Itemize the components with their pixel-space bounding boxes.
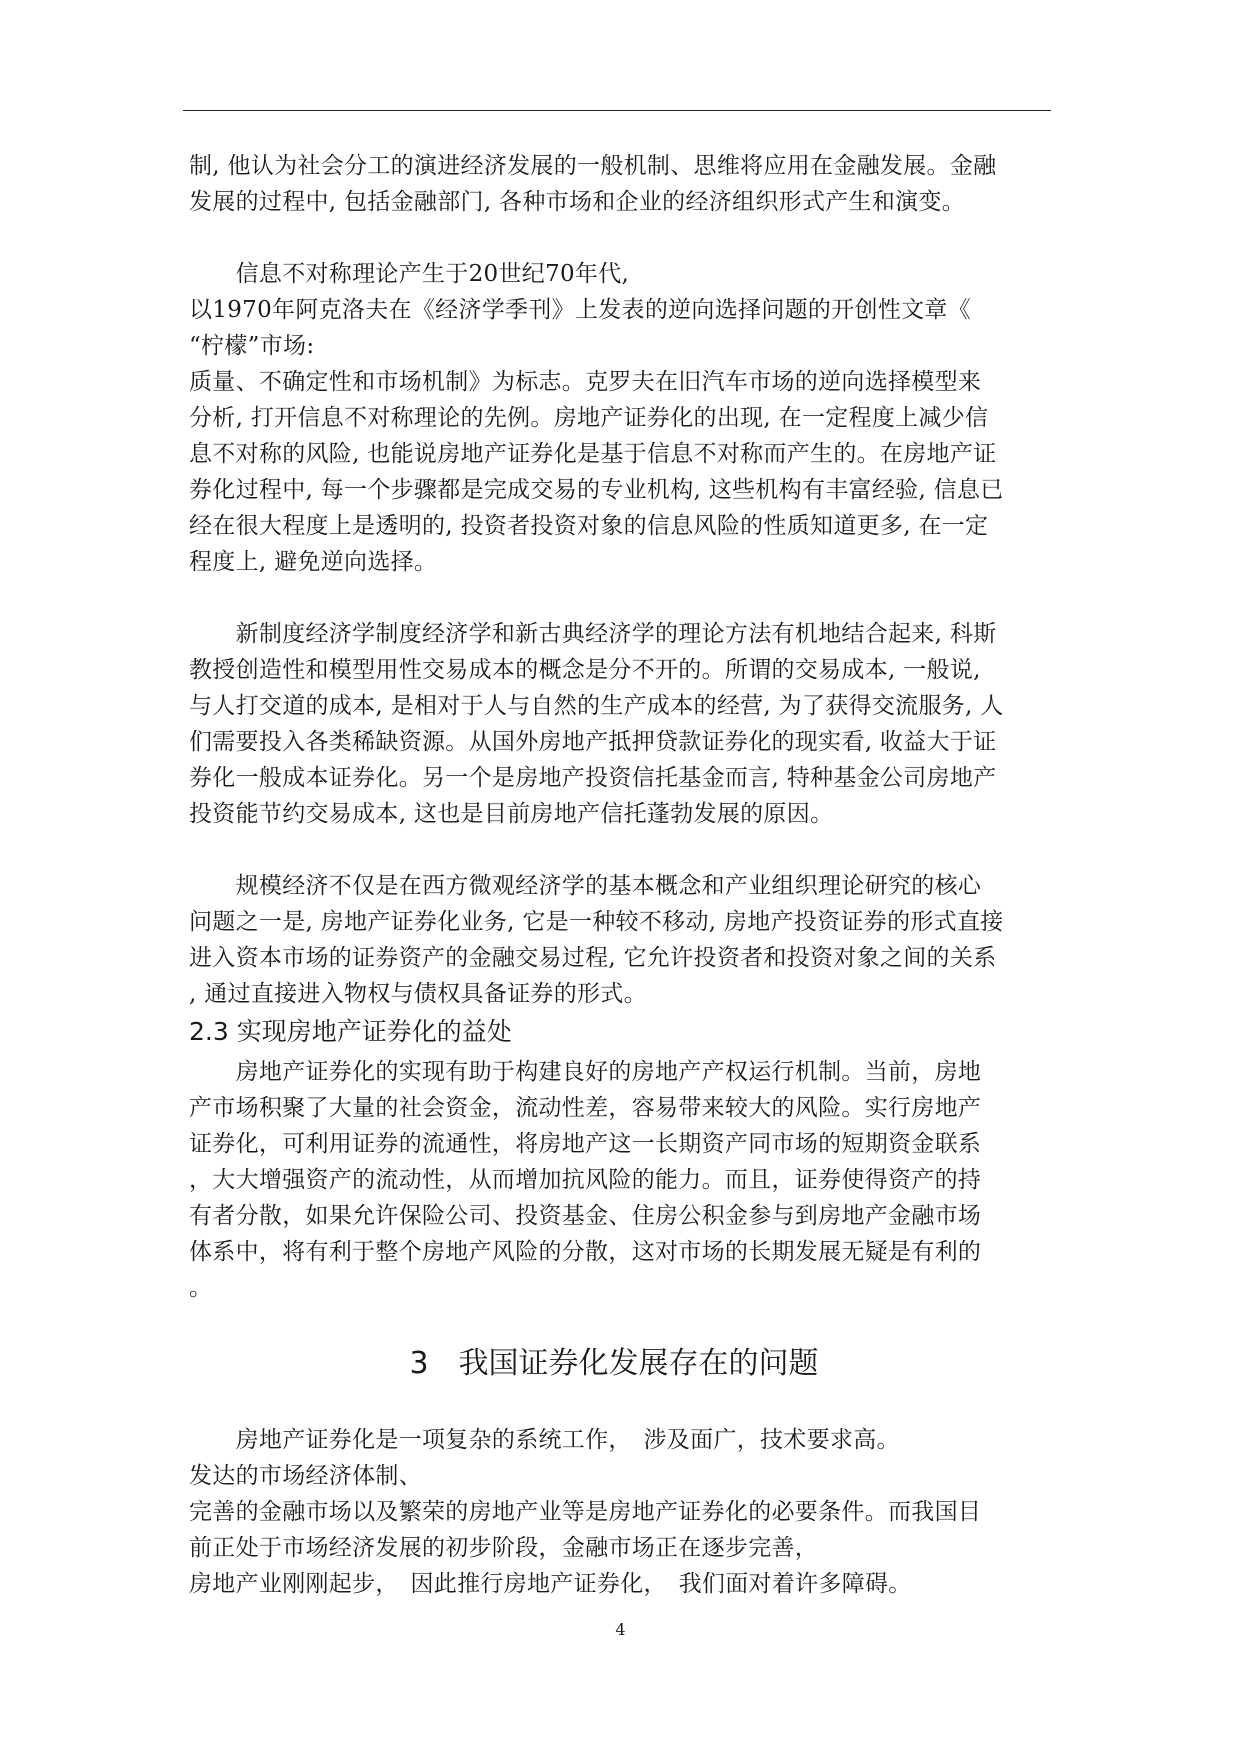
text-line: 发展的过程中, 包括金融部门, 各种市场和企业的经济组织形式产生和演变。 — [189, 189, 966, 215]
text-line: 前正处于市场经济发展的初步阶段，金融市场正在逐步完善， — [189, 1535, 819, 1561]
text-line: 们需要投入各类稀缺资源。从国外房地产抵押贷款证券化的现实看, 收益大于证 — [189, 729, 997, 755]
text-line: 。 — [189, 1275, 213, 1301]
text-line: 新制度经济学制度经济学和新古典经济学的理论方法有机地结合起来, 科斯 — [189, 621, 997, 647]
text-line: “柠檬”市场: — [189, 333, 315, 359]
paragraph-gap — [189, 832, 1039, 868]
text-line: 投资能节约交易成本, 这也是目前房地产信托蓬勃发展的原因。 — [189, 801, 834, 827]
text-line: 与人打交道的成本, 是相对于人与自然的生产成本的经营, 为了获得交流服务, 人 — [189, 693, 1004, 719]
text-line: 制, 他认为社会分工的演进经济发展的一般机制、思维将应用在金融发展。金融 — [189, 153, 997, 179]
paragraph-6 — [189, 1422, 1039, 1602]
paragraph-gap — [189, 580, 1039, 616]
text-line: 质量、不确定性和市场机制》为标志。克罗夫在旧汽车市场的逆向选择模型来 — [189, 369, 982, 395]
text-line: 程度上, 避免逆向选择。 — [189, 549, 438, 575]
paragraph-3 — [189, 616, 1039, 832]
text-line: 产市场积聚了大量的社会资金，流动性差，容易带来较大的风险。实行房地产 — [189, 1095, 982, 1121]
page-number: 4 — [615, 1620, 626, 1639]
paragraph-1 — [189, 148, 1039, 220]
text-line: , 通过直接进入物权与债权具备证券的形式。 — [189, 981, 647, 1007]
text-line: 有者分散，如果允许保险公司、投资基金、住房公积金参与到房地产金融市场 — [189, 1203, 982, 1229]
text-line: 发达的市场经济体制、 — [189, 1463, 422, 1489]
paragraph-5 — [189, 1054, 1039, 1306]
text-line: 经在很大程度上是透明的, 投资者投资对象的信息风险的性质知道更多, 在一定 — [189, 513, 989, 539]
text-line: 以1970年阿克洛夫在《经济学季刊》上发表的逆向选择问题的开创性文章《 — [189, 297, 972, 323]
text-line: 券化过程中, 每一个步骤都是完成交易的专业机构, 这些机构有丰富经验, 信息已 — [189, 477, 1004, 503]
paragraph-gap — [189, 220, 1039, 256]
paragraph-4 — [189, 868, 1039, 1012]
text-line: 完善的金融市场以及繁荣的房地产业等是房地产证券化的必要条件。而我国目 — [189, 1499, 982, 1525]
text-line: 证券化，可利用证券的流通性，将房地产这一长期资产同市场的短期资金联系 — [189, 1131, 982, 1157]
section-heading: 2.3 实现房地产证券化的益处 — [189, 1017, 512, 1046]
text-line: 房地产证券化的实现有助于构建良好的房地产产权运行机制。当前，房地 — [189, 1059, 982, 1085]
chapter-gap — [189, 1306, 1039, 1344]
text-line: 房地产证券化是一项复杂的系统工作， 涉及面广，技术要求高。 — [189, 1427, 900, 1453]
text-line: 规模经济不仅是在西方微观经济学的基本概念和产业组织理论研究的核心 — [189, 873, 982, 899]
text-line: 券化一般成本证券化。另一个是房地产投资信托基金而言, 特种基金公司房地产 — [189, 765, 997, 791]
chapter-gap — [189, 1384, 1039, 1422]
chapter-heading: 3 我国证券化发展存在的问题 — [409, 1346, 819, 1381]
text-line: 体系中，将有利于整个房地产风险的分散，这对市场的长期发展无疑是有利的 — [189, 1239, 982, 1265]
header-rule — [183, 110, 1051, 111]
text-line: 房地产业刚刚起步， 因此推行房地产证券化， 我们面对着许多障碍。 — [189, 1571, 912, 1597]
text-line: 问题之一是, 房地产证券化业务, 它是一种较不移动, 房地产投资证券的形式直接 — [189, 909, 1004, 935]
text-line: 息不对称的风险, 也能说房地产证券化是基于信息不对称而产生的。在房地产证 — [189, 441, 997, 467]
text-line: 信息不对称理论产生于20世纪70年代, — [189, 261, 630, 287]
paragraph-2 — [189, 256, 1039, 580]
text-line: 进入资本市场的证券资产的金融交易过程, 它允许投资者和投资对象之间的关系 — [189, 945, 997, 971]
text-line: ，大大增强资产的流动性，从而增加抗风险的能力。而且，证券使得资产的持 — [189, 1167, 982, 1193]
text-line: 分析, 打开信息不对称理论的先例。房地产证券化的出现, 在一定程度上减少信 — [189, 405, 989, 431]
text-line: 教授创造性和模型用性交易成本的概念是分不开的。所谓的交易成本, 一般说, — [189, 657, 981, 683]
page-content — [189, 148, 1039, 1602]
